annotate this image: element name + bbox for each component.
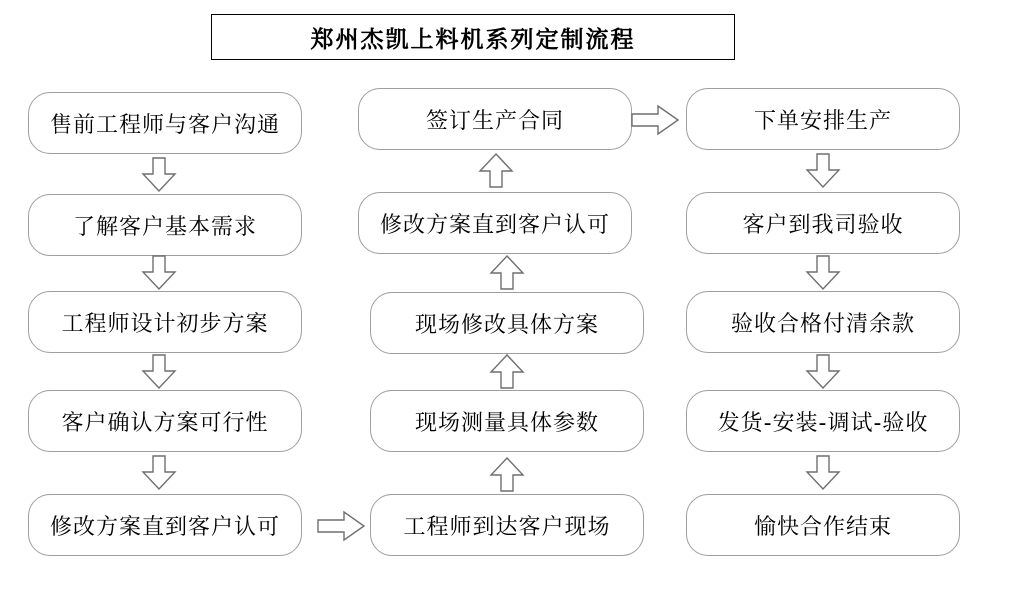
arrow-down-icon [141, 256, 177, 290]
arrow-down-icon [805, 256, 841, 290]
arrow-right-icon [632, 104, 682, 136]
node-label: 现场修改具体方案 [414, 312, 599, 338]
node-design-preliminary-plan[interactable] [28, 291, 302, 353]
arrow-right-icon [318, 510, 366, 542]
node-ship-install-debug-accept[interactable] [686, 390, 960, 452]
node-onsite-measure-params[interactable] [370, 390, 644, 452]
node-label: 下单安排生产 [753, 108, 892, 134]
node-revise-plan-middle[interactable] [358, 192, 632, 254]
arrow-down-icon [141, 158, 177, 192]
diagram-title-box [211, 14, 735, 60]
arrow-down-icon [805, 154, 841, 188]
arrow-up-icon [489, 355, 525, 389]
node-onsite-revise-plan[interactable] [370, 292, 644, 354]
node-understand-requirements[interactable] [28, 194, 302, 256]
node-label: 验收合格付清余款 [730, 311, 915, 337]
node-label: 发货-安装-调试-验收 [717, 410, 929, 436]
node-label: 现场测量具体参数 [414, 410, 599, 436]
node-label: 修改方案直到客户认可 [49, 514, 280, 540]
diagram-title: 郑州杰凯上料机系列定制流程 [310, 26, 636, 53]
node-confirm-feasibility[interactable] [28, 390, 302, 452]
node-label: 签订生产合同 [425, 108, 564, 134]
node-engineer-arrive-site[interactable] [370, 494, 644, 556]
arrow-down-icon [805, 355, 841, 389]
node-customer-acceptance[interactable] [686, 192, 960, 254]
arrow-up-icon [489, 458, 525, 492]
node-pay-balance[interactable] [686, 291, 960, 353]
node-sign-contract[interactable] [358, 88, 632, 150]
arrow-down-icon [805, 456, 841, 490]
arrow-down-icon [141, 456, 177, 490]
arrow-down-icon [141, 355, 177, 389]
arrow-up-icon [489, 256, 525, 290]
node-label: 客户到我司验收 [742, 212, 904, 238]
node-label: 工程师设计初步方案 [61, 311, 269, 337]
node-place-order-production[interactable] [686, 88, 960, 150]
node-cooperation-end[interactable] [686, 494, 960, 556]
node-label: 客户确认方案可行性 [61, 410, 269, 436]
node-label: 了解客户基本需求 [72, 214, 257, 240]
arrow-up-icon [478, 154, 514, 188]
node-label: 售前工程师与客户沟通 [49, 112, 280, 138]
node-label: 修改方案直到客户认可 [379, 212, 610, 238]
node-label: 愉快合作结束 [753, 514, 892, 540]
node-revise-plan-left[interactable] [28, 494, 302, 556]
node-presales-communication[interactable] [28, 92, 302, 154]
node-label: 工程师到达客户现场 [403, 514, 611, 540]
